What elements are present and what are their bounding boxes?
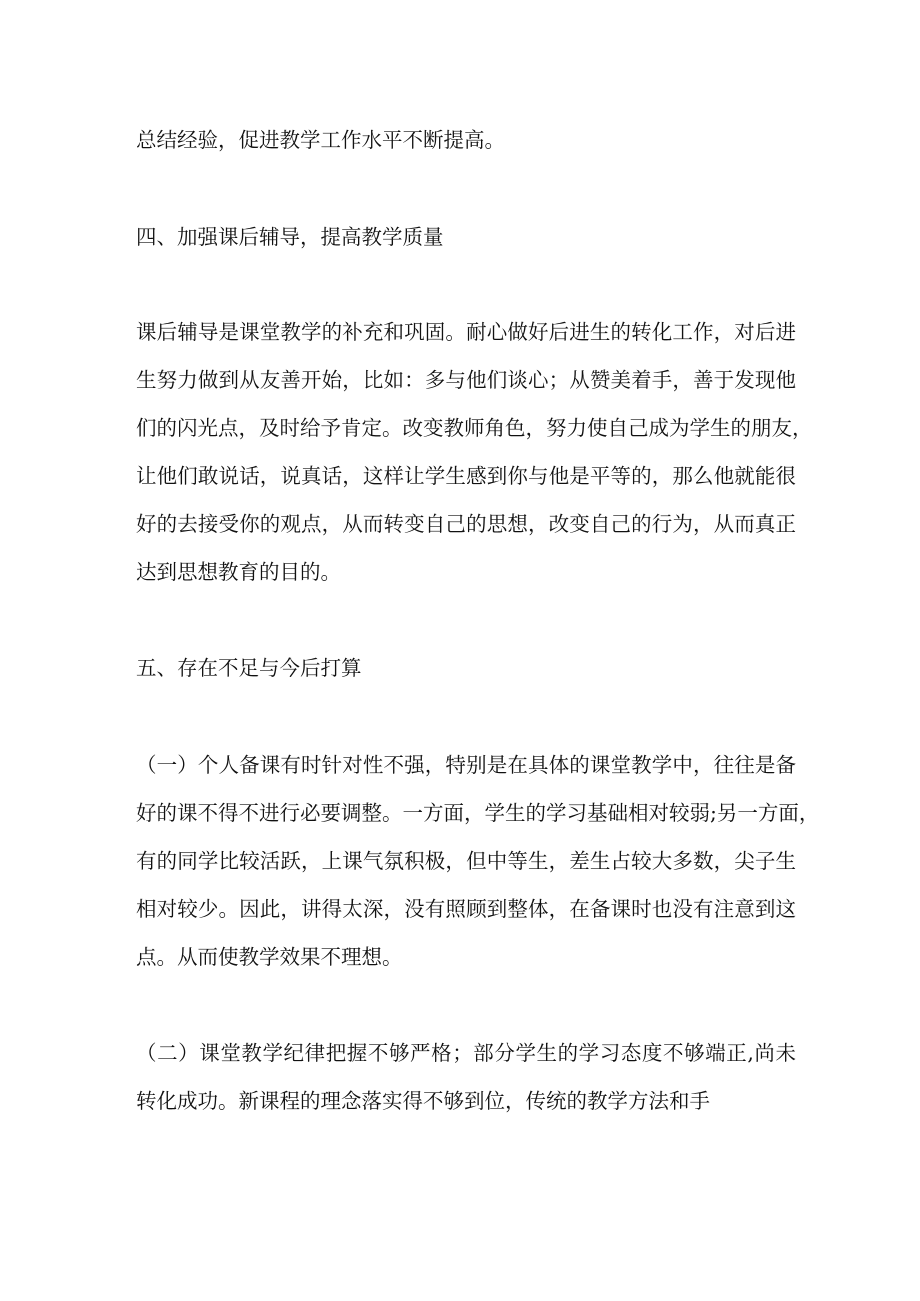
paragraph-line: 让他们敢说话，说真话，这样让学生感到你与他是平等的，那么他就能很 — [136, 464, 796, 488]
paragraph-line: 们的闪光点，及时给予肯定。改变教师角色，努力使自己成为学生的朋友， — [136, 416, 813, 440]
section-heading-5: 五、存在不足与今后打算 — [136, 656, 362, 680]
paragraph-line: （二）课堂教学纪律把握不够严格；部分学生的学习态度不够端正,尚未 — [136, 1041, 796, 1065]
paragraph-line: 好的去接受你的观点，从而转变自己的思想，改变自己的行为，从而真正 — [136, 512, 796, 536]
paragraph-line: 相对较少。因此，讲得太深，没有照顾到整体，在备课时也没有注意到这 — [136, 897, 796, 921]
paragraph-line: 课后辅导是课堂教学的补充和巩固。耐心做好后进生的转化工作，对后进 — [136, 320, 796, 344]
paragraph-closing-line: 总结经验，促进教学工作水平不断提高。 — [136, 128, 505, 152]
paragraph-line: 有的同学比较活跃，上课气氛积极，但中等生，差生占较大多数，尖子生 — [136, 849, 796, 873]
paragraph-line: 生努力做到从友善开始，比如：多与他们谈心；从赞美着手，善于发现他 — [136, 368, 796, 392]
paragraph-line: 转化成功。新课程的理念落实得不够到位，传统的教学方法和手 — [136, 1089, 710, 1113]
paragraph-line: 达到思想教育的目的。 — [136, 560, 341, 584]
paragraph-line: 点。从而使教学效果不理想。 — [136, 945, 403, 969]
paragraph-line: （一）个人备课有时针对性不强，特别是在具体的课堂教学中，往往是备 — [136, 753, 796, 777]
section-heading-4: 四、加强课后辅导，提高教学质量 — [136, 225, 444, 249]
paragraph-line: 好的课不得不进行必要调整。一方面，学生的学习基础相对较弱;另一方面， — [136, 801, 820, 825]
